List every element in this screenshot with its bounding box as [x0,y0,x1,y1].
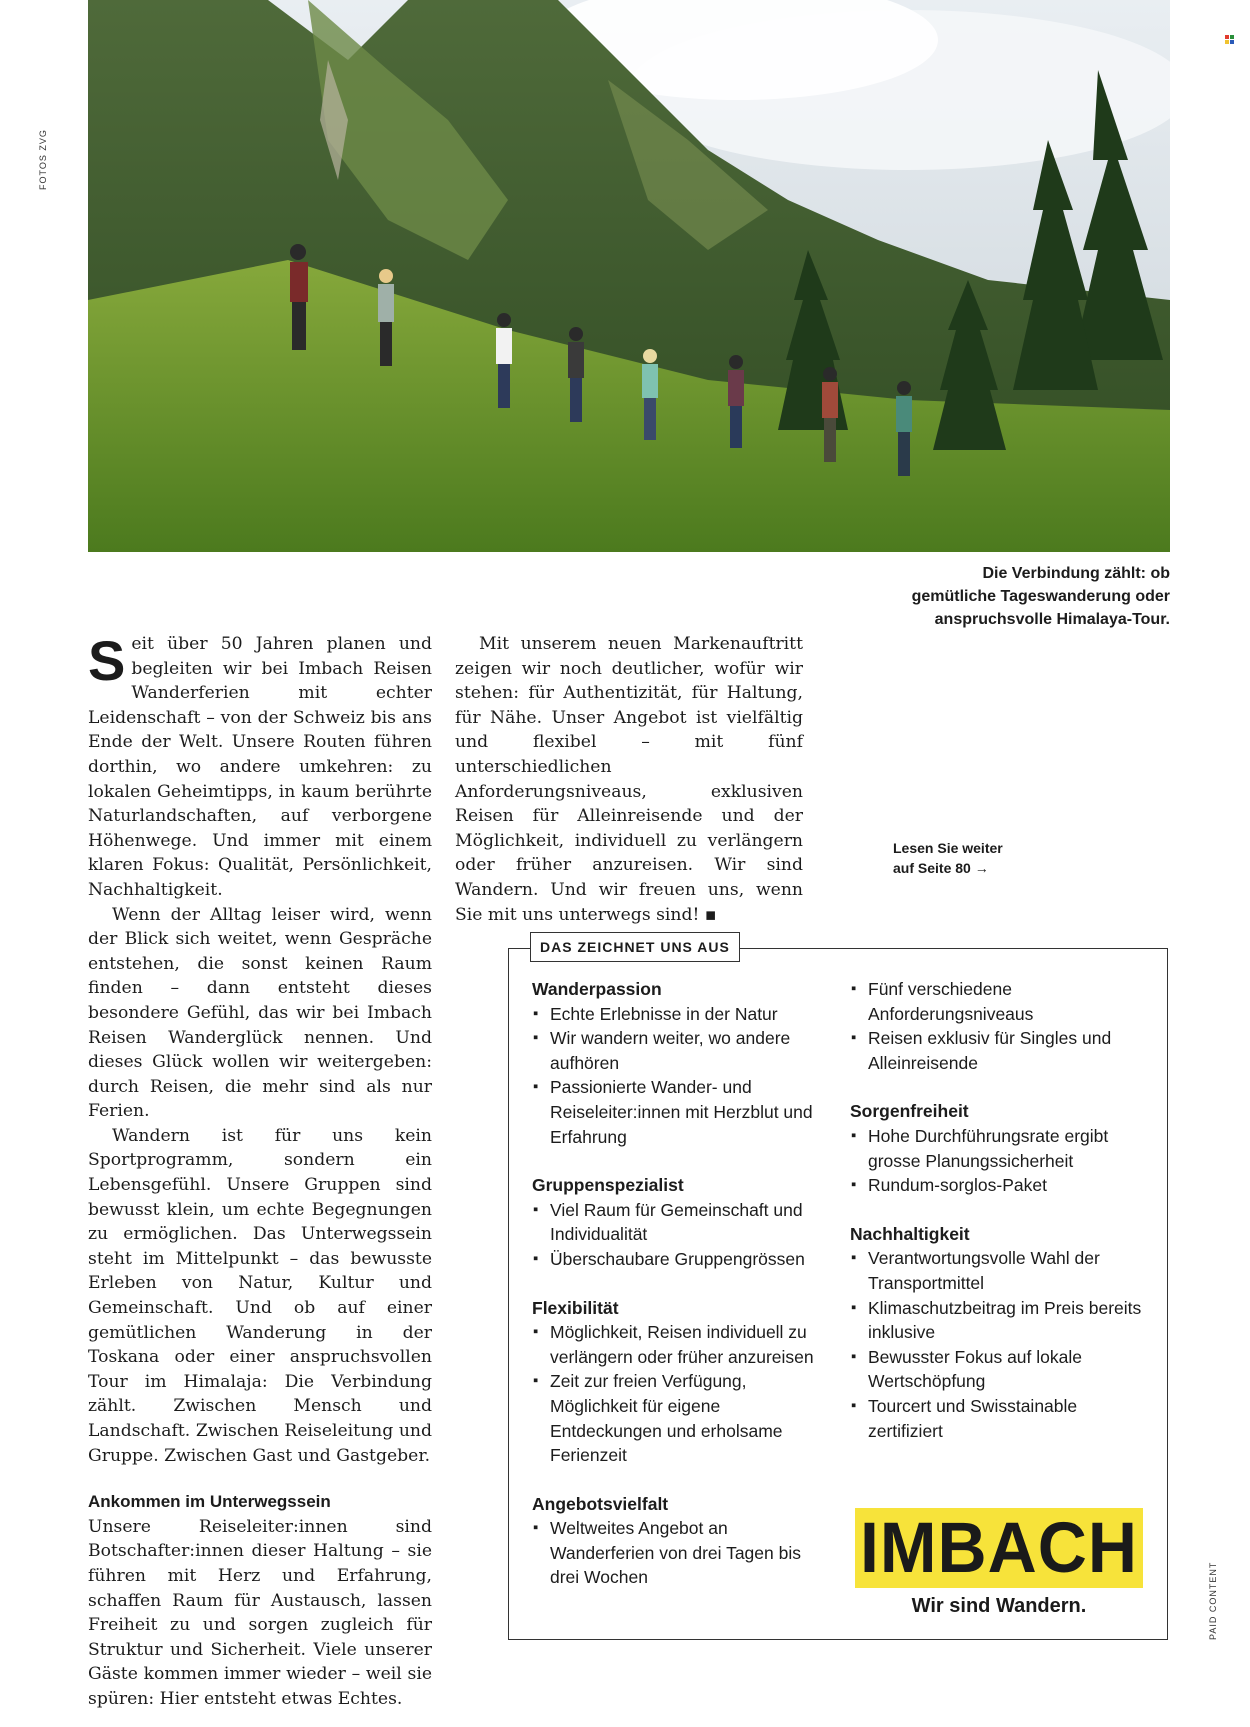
feature-section-title: Gruppenspezialist [532,1175,684,1196]
brand-name: IMBACH [860,1508,1138,1588]
feature-list [532,1002,832,1150]
feature-item: ▪ Echte Erlebnisse in der Natur [532,1002,832,1027]
feature-item: ▪ Wir wandern weiter, wo andere aufhören [532,1026,832,1075]
read-more-line2: auf Seite 80 → [893,860,989,876]
article-subheading: Ankommen im Unterwegssein [88,1492,331,1512]
read-more-note [893,838,1003,878]
article-paragraph: Unsere Reiseleiter:innen sind Botschafter:innen dieser Haltung – sie führen mit Herz und Erfahrung, schaffen Raum für Austausch, lassen Freiheit zu und sorgen zugleich für Struktur und Sicherheit. Viele unserer Gäste kommen immer wieder – weil sie spüren: Hier entsteht etwas Echtes. [88,1516,432,1709]
paid-content-label: PAID CONTENT [1208,1561,1218,1640]
feature-item: ▪ Reisen exklusiv für Singles und Alleinreisende [850,1026,1150,1075]
feature-item: ▪ Viel Raum für Gemeinschaft und Individualität [532,1198,832,1247]
feature-item: ▪ Klimaschutzbeitrag im Preis bereits inklusive [850,1296,1150,1345]
feature-section-title: Flexibilität [532,1297,619,1318]
feature-section-title: Angebotsvielfalt [532,1493,669,1514]
feature-list [532,1320,832,1468]
corner-mark-icon [1225,35,1235,45]
feature-item: ▪ Tourcert und Swisstainable zertifiziert [850,1394,1150,1443]
feature-item: ▪ Bewusster Fokus auf lokale Wertschöpfung [850,1345,1150,1394]
article-paragraph: Wandern ist für uns kein Sportprogramm, sondern ein Lebensgefühl. Unsere Gruppen sind bewusst klein, um echte Begegnungen zu ermöglichen. Das Unterwegssein steht im Mittelpunkt – das bewusste Erleben von Natur, Kultur und Gemeinschaft. Und ob auf einer gemütlichen Wanderung in der Toskana oder einer anspruchsvollen Tour im Himalaja: Die Verbindung zählt. Zwischen Mensch und Landschaft. Zwischen Reiseleitung und Gruppe. Zwischen Gast und Gastgeber. [88,1125,432,1466]
photo-caption: Die Verbindung zählt: ob gemütliche Tageswanderung oder anspruchsvolle Himalaya-Tour. [911,565,1170,628]
feature-item: ▪ Weltweites Angebot an Wanderferien von drei Tagen bis drei Wochen [532,1516,832,1590]
feature-list [850,977,1150,1075]
feature-item: ▪ Passionierte Wander- und Reiseleiter:innen mit Herzblut und Erfahrung [532,1075,832,1149]
features-box-label: DAS ZEICHNET UNS AUS [530,932,740,962]
article-paragraph: Mit unserem neuen Markenauftritt zeigen wir noch deutlicher, wofür wir stehen: für Authentizität, für Haltung, für Nähe. Unser Angebot ist vielfältig und flexibel – mit fünf unterschiedlichen Anforderungsniveaus, exklusiven Reisen für Alleinreisende und der Möglichkeit, individuell zu verlängern oder früher anzureisen. Wir sind Wandern. Und wir freuen uns, wenn Sie mit uns unterwegs sind! ▪ [455,634,803,925]
features-column-left [532,977,832,1614]
feature-item: ▪ Rundum-sorglos-Paket [850,1173,1150,1198]
feature-item: ▪ Fünf verschiedene Anforderungsniveaus [850,977,1150,1026]
feature-item: ▪ Verantwortungsvolle Wahl der Transportmittel [850,1246,1150,1295]
feature-list [850,1246,1150,1443]
feature-section-title: Nachhaltigkeit [850,1223,970,1244]
feature-item: ▪ Möglichkeit, Reisen individuell zu verlängern oder früher anzureisen [532,1320,832,1369]
read-more-line1: Lesen Sie weiter [893,840,1003,856]
feature-item: ▪ Zeit zur freien Verfügung, Möglichkeit für eigene Entdeckungen und erholsame Ferienzeit [532,1369,832,1467]
article-column-2 [455,632,803,927]
article-paragraph: Wenn der Alltag leiser wird, wenn der Blick sich weitet, wenn Gespräche entstehen, die sonst keinen Raum finden – dann entsteht dieses besondere Gefühl, das wir bei Imbach Reisen Wanderglück nennen. Und dieses Glück wollen wir weitergeben: durch Reisen, die mehr sind als nur Ferien. [88,904,432,1122]
feature-list [532,1198,832,1272]
feature-section-title: Sorgenfreiheit [850,1101,969,1122]
features-column-right [850,977,1150,1467]
article-paragraph: Seit über 50 Jahren planen und begleiten wir bei Imbach Reisen Wanderferien mit echter Leidenschaft – von der Schweiz bis ans Ende der Welt. Unsere Routen führen dorthin, wo andere umkehren: zu lokalen Geheimtipps, in kaum berührte Naturlandschaften, auf verborgene Höhenwege. Und immer mit einem klaren Fokus: Qualität, Persönlichkeit, Nachhaltigkeit. [88,629,432,900]
hikers-on-mountain-meadow-photo [88,0,1170,552]
brand-slogan: Wir sind Wandern. [911,1595,1087,1617]
imbach-logo [855,1508,1143,1588]
feature-section-title: Wanderpassion [532,979,662,999]
photo-credit: FOTOS ZVG [38,129,48,190]
feature-item: ▪ Hohe Durchführungsrate ergibt grosse Planungssicherheit [850,1124,1150,1173]
hero-photo [88,0,1170,552]
feature-list [532,1516,832,1590]
feature-item: ▪ Überschaubare Gruppengrössen [532,1247,832,1272]
article-column-1 [88,629,432,1712]
drop-cap: S [88,629,126,692]
feature-list [850,1124,1150,1198]
